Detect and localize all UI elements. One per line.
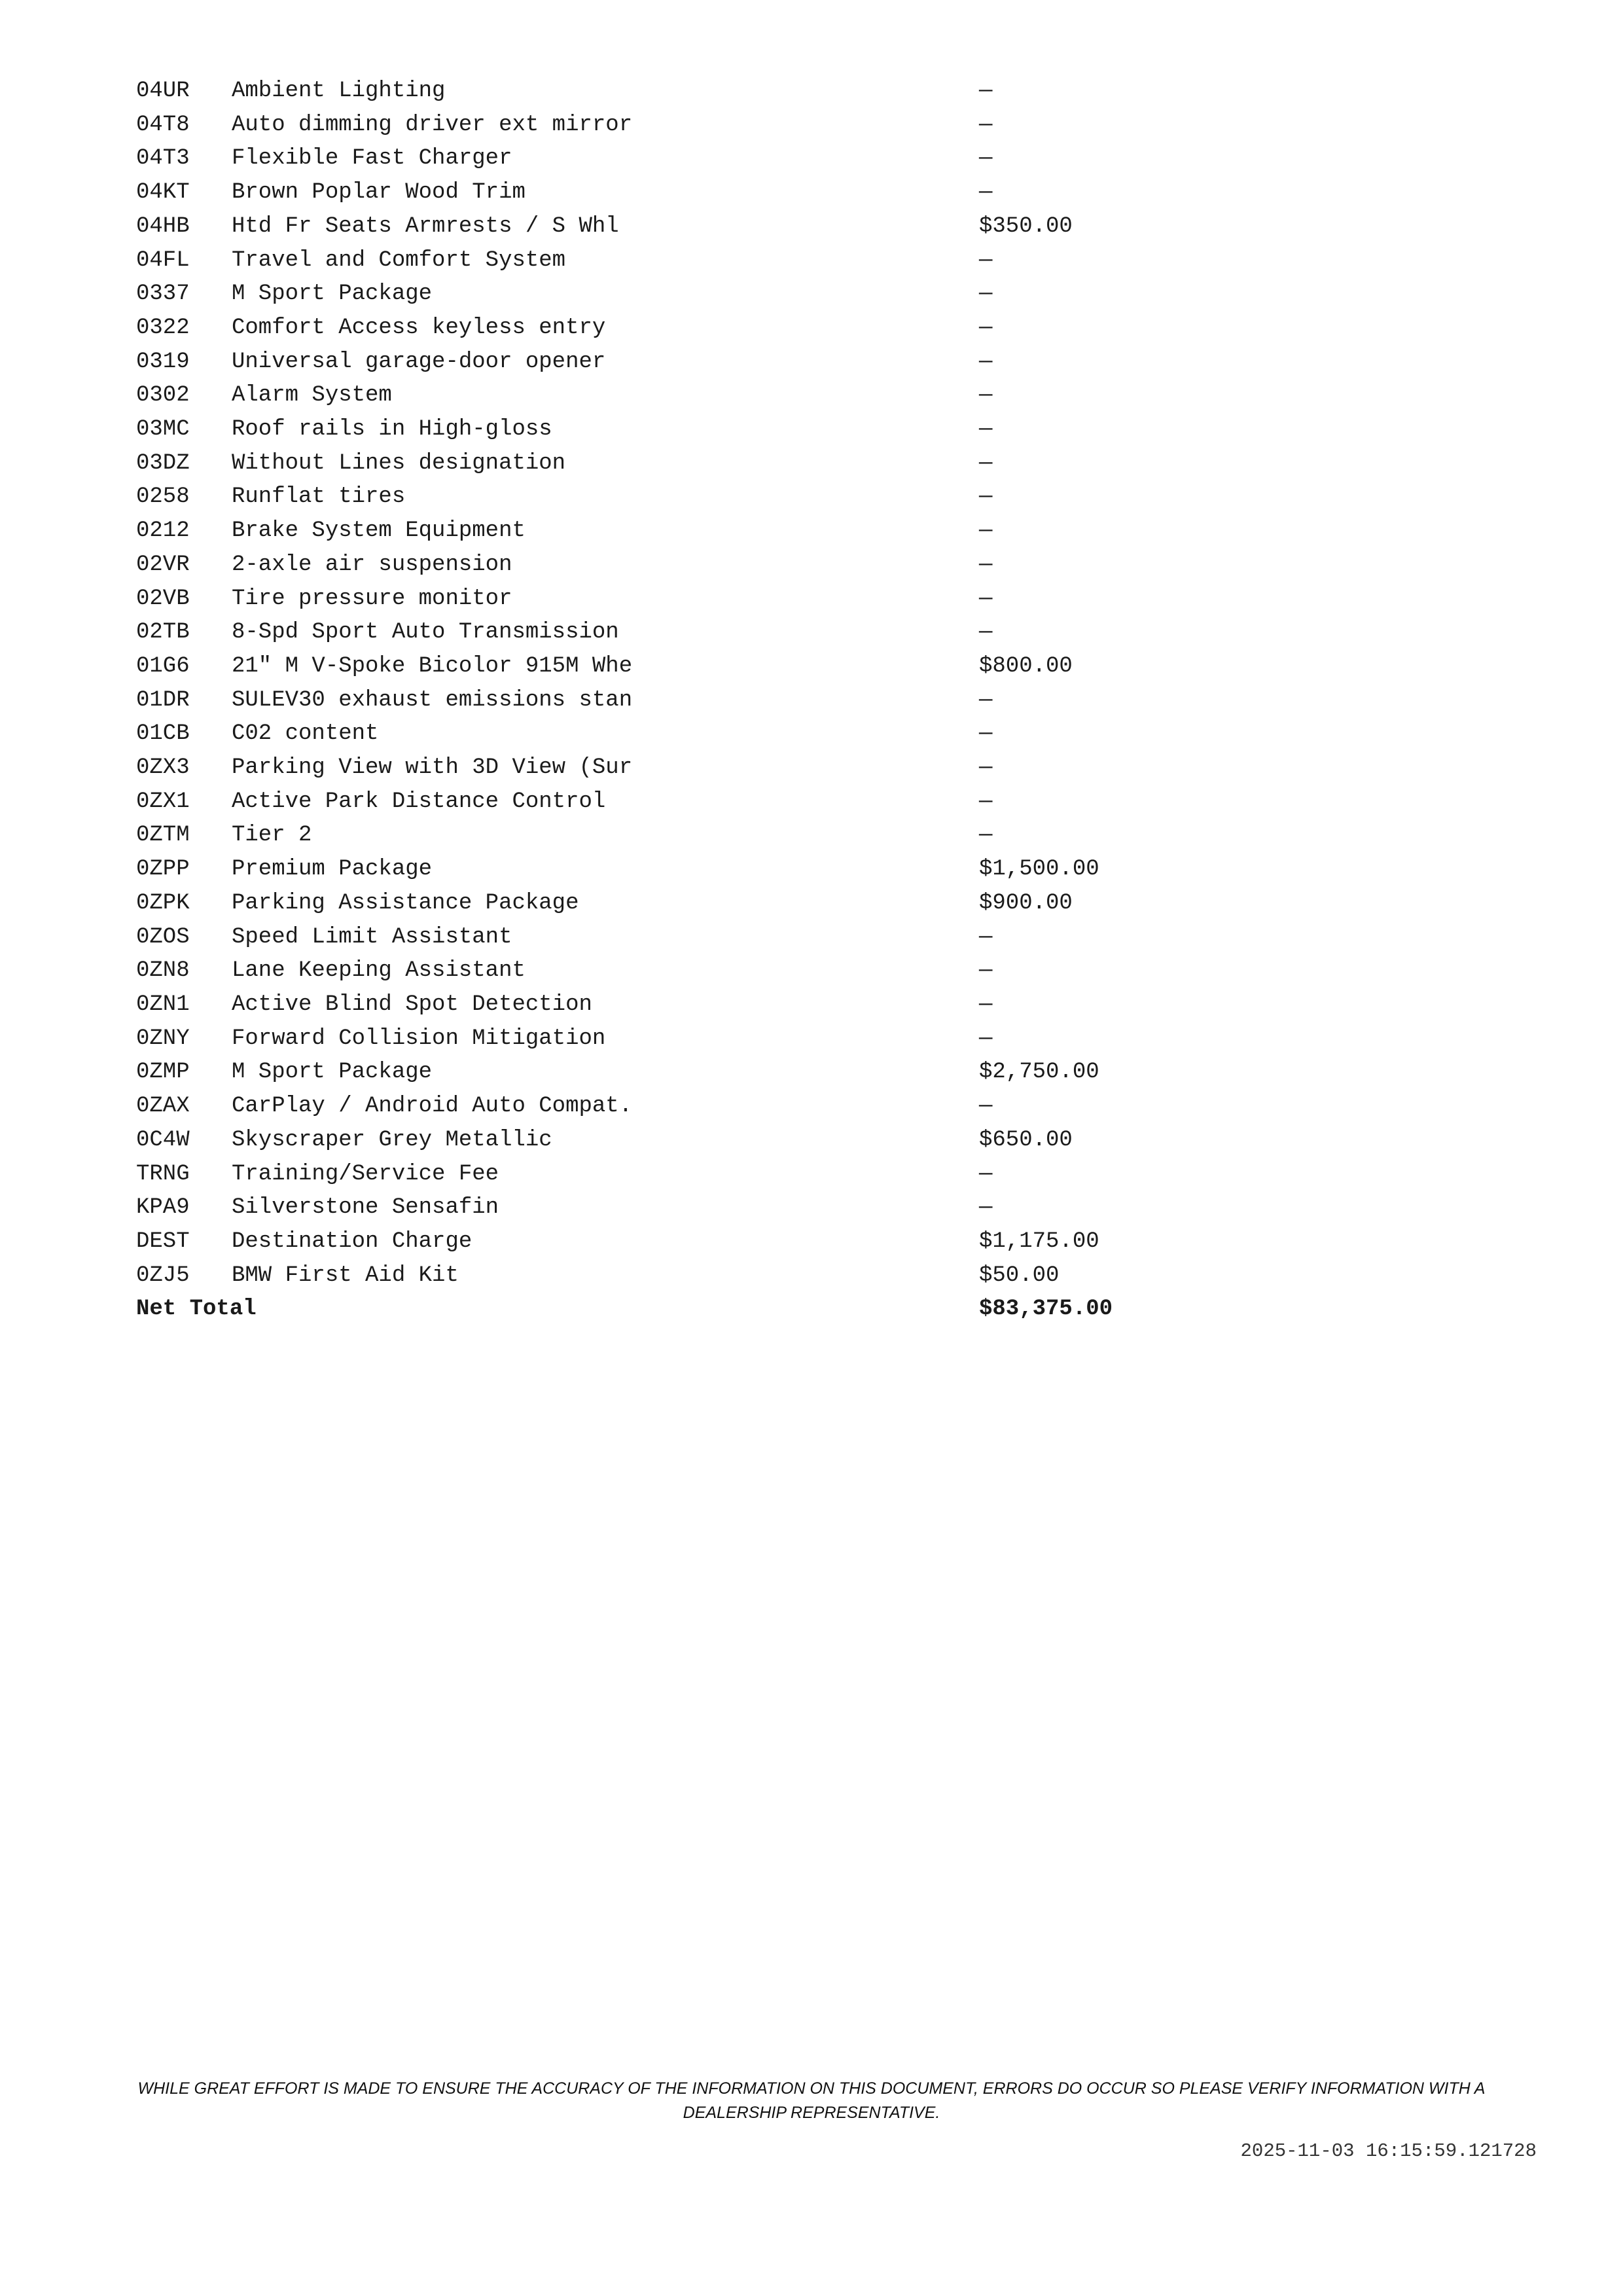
option-row bbox=[136, 210, 1183, 244]
option-row bbox=[136, 514, 1183, 548]
option-code: 03DZ bbox=[136, 450, 190, 476]
option-price: $800.00 bbox=[979, 653, 1073, 679]
option-price: $650.00 bbox=[979, 1127, 1073, 1153]
option-description: Parking View with 3D View (Sur bbox=[232, 755, 633, 781]
option-code: 0ZJ5 bbox=[136, 1263, 190, 1288]
option-description: M Sport Package bbox=[232, 1060, 433, 1085]
option-row bbox=[136, 1259, 1183, 1293]
option-code: 0ZX3 bbox=[136, 755, 190, 781]
option-description: Comfort Access keyless entry bbox=[232, 315, 606, 340]
option-price: — bbox=[979, 1161, 993, 1187]
option-price: — bbox=[979, 79, 993, 103]
option-code: KPA9 bbox=[136, 1195, 190, 1221]
option-code: 01CB bbox=[136, 721, 190, 747]
option-code: 04T8 bbox=[136, 112, 190, 137]
option-price: — bbox=[979, 1094, 993, 1119]
option-description: Ambient Lighting bbox=[232, 79, 446, 103]
option-row bbox=[136, 1022, 1183, 1056]
option-description: Brake System Equipment bbox=[232, 518, 526, 544]
option-row bbox=[136, 887, 1183, 921]
option-description: Htd Fr Seats Armrests / S Whl bbox=[232, 213, 619, 239]
option-description: Tire pressure monitor bbox=[232, 586, 512, 611]
disclaimer bbox=[131, 2077, 1492, 2125]
option-code: 0C4W bbox=[136, 1127, 190, 1153]
option-code: 04UR bbox=[136, 79, 190, 103]
option-price: — bbox=[979, 620, 993, 645]
option-row bbox=[136, 616, 1183, 650]
option-code: 0258 bbox=[136, 484, 190, 510]
option-description: Training/Service Fee bbox=[232, 1161, 499, 1187]
option-row bbox=[136, 1225, 1183, 1259]
option-code: 01DR bbox=[136, 687, 190, 713]
option-description: 21" M V-Spoke Bicolor 915M Whe bbox=[232, 653, 633, 679]
option-code: 0ZX1 bbox=[136, 789, 190, 814]
option-price: — bbox=[979, 281, 993, 307]
option-description: Without Lines designation bbox=[232, 450, 566, 476]
option-row bbox=[136, 853, 1183, 887]
option-row bbox=[136, 548, 1183, 583]
option-row bbox=[136, 785, 1183, 819]
option-row bbox=[136, 717, 1183, 751]
option-price: $1,175.00 bbox=[979, 1229, 1099, 1254]
option-price: — bbox=[979, 1026, 993, 1051]
option-row bbox=[136, 583, 1183, 617]
option-description: 8-Spd Sport Auto Transmission bbox=[232, 620, 619, 645]
option-row bbox=[136, 1158, 1183, 1192]
option-price: $1,500.00 bbox=[979, 857, 1099, 882]
option-code: 04FL bbox=[136, 247, 190, 273]
option-description: Universal garage-door opener bbox=[232, 349, 606, 374]
option-row bbox=[136, 413, 1183, 447]
option-code: 0ZN1 bbox=[136, 992, 190, 1017]
option-code: 0ZMP bbox=[136, 1060, 190, 1085]
options-list bbox=[136, 75, 1183, 1293]
option-description: Roof rails in High-gloss bbox=[232, 417, 552, 442]
option-description: Forward Collision Mitigation bbox=[232, 1026, 606, 1051]
net-total-amount: $83,375.00 bbox=[979, 1297, 1113, 1322]
option-price: — bbox=[979, 924, 993, 950]
option-code: 0302 bbox=[136, 383, 190, 408]
option-price: — bbox=[979, 518, 993, 544]
option-description: 2-axle air suspension bbox=[232, 552, 512, 577]
option-price: $900.00 bbox=[979, 890, 1073, 916]
option-price: — bbox=[979, 383, 993, 408]
option-price: $2,750.00 bbox=[979, 1060, 1099, 1085]
option-description: Travel and Comfort System bbox=[232, 247, 566, 273]
net-total-label: Net Total bbox=[136, 1297, 257, 1322]
option-code: 0ZAX bbox=[136, 1094, 190, 1119]
option-description: CarPlay / Android Auto Compat. bbox=[232, 1094, 633, 1119]
option-code: 0ZTM bbox=[136, 823, 190, 848]
option-code: 0212 bbox=[136, 518, 190, 544]
option-price: — bbox=[979, 755, 993, 781]
option-row bbox=[136, 1124, 1183, 1158]
option-row bbox=[136, 142, 1183, 176]
option-code: 02TB bbox=[136, 620, 190, 645]
option-price: — bbox=[979, 112, 993, 137]
option-row bbox=[136, 1090, 1183, 1124]
option-price: — bbox=[979, 789, 993, 814]
option-row bbox=[136, 954, 1183, 988]
option-description: M Sport Package bbox=[232, 281, 433, 307]
option-description: C02 content bbox=[232, 721, 379, 747]
option-code: 0ZPK bbox=[136, 890, 190, 916]
option-code: 04KT bbox=[136, 180, 190, 206]
option-code: DEST bbox=[136, 1229, 190, 1254]
options-table bbox=[136, 75, 1183, 1327]
option-description: Alarm System bbox=[232, 383, 392, 408]
option-code: 0ZNY bbox=[136, 1026, 190, 1051]
option-price: — bbox=[979, 349, 993, 374]
option-row bbox=[136, 109, 1183, 143]
option-description: Auto dimming driver ext mirror bbox=[232, 112, 633, 137]
timestamp: 2025-11-03 16:15:59.121728 bbox=[1240, 2140, 1537, 2162]
option-description: Parking Assistance Package bbox=[232, 890, 579, 916]
option-row bbox=[136, 176, 1183, 210]
option-code: TRNG bbox=[136, 1161, 190, 1187]
option-price: — bbox=[979, 146, 993, 171]
disclaimer-line-2: DEALERSHIP REPRESENTATIVE. bbox=[683, 2104, 940, 2122]
option-price: — bbox=[979, 1195, 993, 1221]
option-price: — bbox=[979, 247, 993, 273]
option-price: — bbox=[979, 721, 993, 747]
option-price: — bbox=[979, 315, 993, 340]
option-price: — bbox=[979, 450, 993, 476]
option-description: Flexible Fast Charger bbox=[232, 146, 512, 171]
option-row bbox=[136, 751, 1183, 785]
option-code: 02VR bbox=[136, 552, 190, 577]
option-description: Skyscraper Grey Metallic bbox=[232, 1127, 552, 1153]
option-description: BMW First Aid Kit bbox=[232, 1263, 459, 1288]
option-row bbox=[136, 480, 1183, 514]
option-row bbox=[136, 684, 1183, 718]
option-row bbox=[136, 278, 1183, 312]
option-price: — bbox=[979, 180, 993, 206]
option-code: 0319 bbox=[136, 349, 190, 374]
option-description: Tier 2 bbox=[232, 823, 312, 848]
option-code: 0ZPP bbox=[136, 857, 190, 882]
option-description: Destination Charge bbox=[232, 1229, 473, 1254]
option-row bbox=[136, 346, 1183, 380]
disclaimer-line-1: WHILE GREAT EFFORT IS MADE TO ENSURE THE ACCURACY OF THE INFORMATION ON THIS DOCUMENT, ERRORS DO OCCUR SO PLEASE VERIFY INFORMATION WITH A bbox=[137, 2079, 1486, 2098]
option-code: 02VB bbox=[136, 586, 190, 611]
option-row bbox=[136, 819, 1183, 853]
option-description: Lane Keeping Assistant bbox=[232, 958, 526, 984]
option-price: — bbox=[979, 958, 993, 984]
option-price: — bbox=[979, 417, 993, 442]
option-price: — bbox=[979, 823, 993, 848]
option-description: Silverstone Sensafin bbox=[232, 1195, 499, 1221]
option-row bbox=[136, 447, 1183, 481]
option-code: 0ZOS bbox=[136, 924, 190, 950]
option-row bbox=[136, 244, 1183, 278]
option-description: Active Park Distance Control bbox=[232, 789, 606, 814]
option-price: — bbox=[979, 687, 993, 713]
option-code: 0337 bbox=[136, 281, 190, 307]
option-price: $350.00 bbox=[979, 213, 1073, 239]
net-total-row bbox=[136, 1293, 1183, 1327]
option-description: Premium Package bbox=[232, 857, 433, 882]
option-price: — bbox=[979, 484, 993, 510]
option-row bbox=[136, 312, 1183, 346]
option-row bbox=[136, 650, 1183, 684]
option-row bbox=[136, 988, 1183, 1022]
option-code: 0322 bbox=[136, 315, 190, 340]
option-code: 04T3 bbox=[136, 146, 190, 171]
option-description: SULEV30 exhaust emissions stan bbox=[232, 687, 633, 713]
option-code: 04HB bbox=[136, 213, 190, 239]
option-price: — bbox=[979, 586, 993, 611]
option-description: Speed Limit Assistant bbox=[232, 924, 512, 950]
option-row bbox=[136, 75, 1183, 109]
option-description: Runflat tires bbox=[232, 484, 406, 510]
option-code: 03MC bbox=[136, 417, 190, 442]
option-row bbox=[136, 379, 1183, 413]
option-description: Brown Poplar Wood Trim bbox=[232, 180, 526, 206]
option-description: Active Blind Spot Detection bbox=[232, 992, 592, 1017]
option-code: 01G6 bbox=[136, 653, 190, 679]
option-price: — bbox=[979, 992, 993, 1017]
option-row bbox=[136, 921, 1183, 955]
option-code: 0ZN8 bbox=[136, 958, 190, 984]
option-row bbox=[136, 1191, 1183, 1225]
option-row bbox=[136, 1056, 1183, 1090]
option-price: — bbox=[979, 552, 993, 577]
option-price: $50.00 bbox=[979, 1263, 1060, 1288]
